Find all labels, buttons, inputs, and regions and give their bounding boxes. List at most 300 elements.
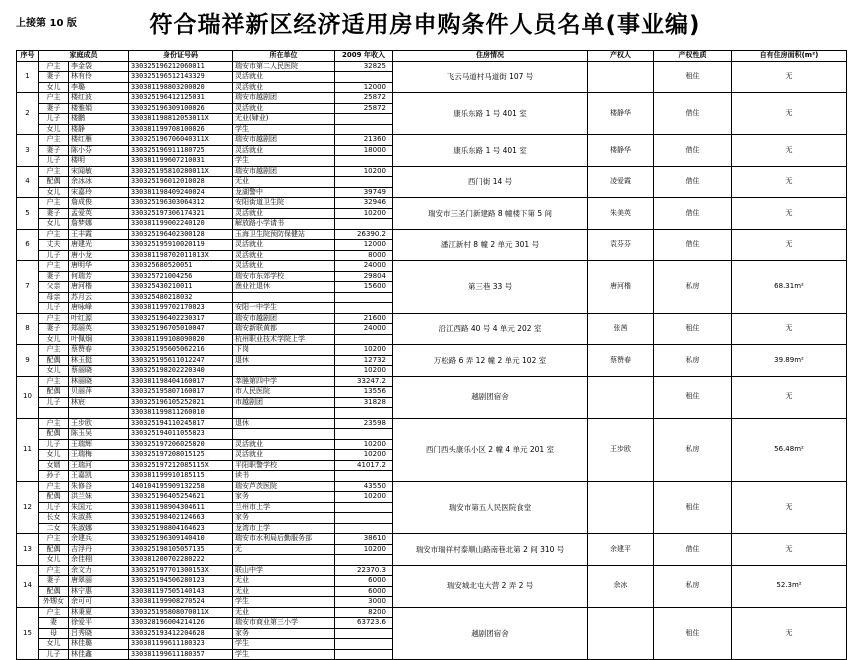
member-income: 10200: [335, 439, 393, 450]
member-name: 王瑞梅: [69, 450, 129, 461]
own-housing-area: 39.89m²: [732, 345, 847, 377]
property-nature: 借住: [654, 93, 732, 135]
member-unit: 瑞安市东郊学校: [233, 271, 335, 282]
member-id-number: 330325194110245817: [129, 418, 233, 429]
member-income: [335, 523, 393, 534]
member-id-number: 330325196303064312: [129, 198, 233, 209]
member-relation: 长女: [39, 513, 69, 524]
member-name: 楼鹏: [69, 114, 129, 125]
table-row: [17, 198, 847, 209]
member-id-number: 330325197701300153X: [129, 565, 233, 576]
member-relation: 女婿: [39, 460, 69, 471]
member-id-number: 330325480218032: [129, 292, 233, 303]
housing-situation: 西门街 14 号: [393, 166, 588, 198]
group-number: 10: [17, 376, 39, 418]
member-income: [335, 555, 393, 566]
member-income: 12000: [335, 240, 393, 251]
member-income: [335, 114, 393, 125]
header-nature: 产权性质: [654, 51, 732, 62]
member-income: 23598: [335, 418, 393, 429]
member-income: 6000: [335, 586, 393, 597]
member-unit: 灵活就业: [233, 103, 335, 114]
member-income: 10200: [335, 492, 393, 503]
header-housing: 住房情况: [393, 51, 588, 62]
member-id-number: 330325198804164623: [129, 523, 233, 534]
own-housing-area: 无: [732, 61, 847, 93]
member-unit: 灵活就业: [233, 240, 335, 251]
member-name: 叶佩炯: [69, 334, 129, 345]
member-name: 余文力: [69, 565, 129, 576]
member-name: 陈小芬: [69, 145, 129, 156]
member-unit: 安阳一中学生: [233, 303, 335, 314]
member-income: 21600: [335, 313, 393, 324]
member-relation: 户主: [39, 534, 69, 545]
member-name: 吉浮丹: [69, 544, 129, 555]
member-income: [335, 628, 393, 639]
member-unit: 家务: [233, 513, 335, 524]
member-relation: 配偶: [39, 586, 69, 597]
member-unit: 灵活就业: [233, 450, 335, 461]
housing-situation: 康乐东路 1 号 401 室: [393, 93, 588, 135]
member-id-number: 330325195808070011X: [129, 607, 233, 618]
member-id-number: 330325196402300128: [129, 229, 233, 240]
member-unit: 莘塍第四中学: [233, 376, 335, 387]
member-name: 王丰霞: [69, 229, 129, 240]
member-income: 10200: [335, 345, 393, 356]
group-number: 15: [17, 607, 39, 660]
property-nature: 租住: [654, 376, 732, 418]
member-id-number: 330381199611180323: [129, 639, 233, 650]
member-income: 10200: [335, 208, 393, 219]
member-id-number: 330325197206025820: [129, 439, 233, 450]
member-income: 33247.2: [335, 376, 393, 387]
member-relation: 母亲: [39, 292, 69, 303]
member-name: 贝丽萍: [69, 387, 129, 398]
member-relation: 女儿: [39, 639, 69, 650]
member-unit: 无业: [233, 586, 335, 597]
member-unit: 瑞安市第二人民医院: [233, 61, 335, 72]
table-row: [17, 61, 847, 72]
property-nature: 借住: [654, 198, 732, 230]
member-name: 王嘉凯: [69, 471, 129, 482]
member-id-number: 330325196705010047: [129, 324, 233, 335]
member-unit: 杭州职业技术学院上学: [233, 334, 335, 345]
member-unit: 兰州市上学: [233, 502, 335, 513]
member-income: [335, 408, 393, 419]
member-unit: 退休: [233, 418, 335, 429]
property-owner: 凌爱霞: [588, 166, 654, 198]
housing-situation: 瑞安市三圣门新建路 8 幢楼下第 5 间: [393, 198, 588, 230]
table-row: [17, 229, 847, 240]
member-id-number: 330325196512143329: [129, 72, 233, 83]
member-relation: 户主: [39, 313, 69, 324]
housing-situation: 飞云马道村马道街 107 号: [393, 61, 588, 93]
member-relation: 配偶: [39, 177, 69, 188]
member-unit: 灵活就业: [233, 208, 335, 219]
property-owner: 余建平: [588, 534, 654, 566]
table-row: [17, 418, 847, 429]
group-number: 11: [17, 418, 39, 481]
member-income: 10200: [335, 544, 393, 555]
property-nature: 私房: [654, 261, 732, 314]
member-name: 唐小龙: [69, 250, 129, 261]
member-unit: 瑞安市越剧团: [233, 93, 335, 104]
member-name: 林玉挺: [69, 355, 129, 366]
member-name: 楼红波: [69, 93, 129, 104]
property-owner: 余冰: [588, 565, 654, 607]
own-housing-area: 无: [732, 166, 847, 198]
member-unit: 渔业社退休: [233, 282, 335, 293]
member-unit: 瑞安新联黄都: [233, 324, 335, 335]
member-id-number: 330381199910185115: [129, 471, 233, 482]
member-income: [335, 219, 393, 230]
member-relation: 妻子: [39, 271, 69, 282]
member-unit: 瑞安市越剧团: [233, 166, 335, 177]
table-row: [17, 345, 847, 356]
member-income: 25872: [335, 93, 393, 104]
property-owner: [588, 61, 654, 93]
member-unit: 瑞安市水利局后勤服务部: [233, 534, 335, 545]
member-income: [335, 124, 393, 135]
property-owner: 楼静华: [588, 135, 654, 167]
housing-situation: 瑞安市瑞祥村泰顺山路南巷北第 2 间 310 号: [393, 534, 588, 566]
member-income: [335, 334, 393, 345]
member-unit: 家务: [233, 492, 335, 503]
member-relation: 户主: [39, 481, 69, 492]
member-relation: 儿子: [39, 397, 69, 408]
page-title: 符合瑞祥新区经济适用房申购条件人员名单(事业编): [149, 12, 701, 38]
member-id-number: 330381198904304611: [129, 502, 233, 513]
housing-situation: 潘江新村 8 幢 2 单元 301 号: [393, 229, 588, 261]
table-row: [17, 607, 847, 618]
member-id-number: 330325197208015125: [129, 450, 233, 461]
member-name: 叶红源: [69, 313, 129, 324]
member-relation: 配偶: [39, 355, 69, 366]
member-name: 林有伶: [69, 72, 129, 83]
member-name: 余可可: [69, 597, 129, 608]
member-relation: 妻子: [39, 103, 69, 114]
member-unit: 下岗: [233, 345, 335, 356]
member-relation: 户主: [39, 166, 69, 177]
member-income: 3000: [335, 597, 393, 608]
member-name: 林佳璐: [69, 639, 129, 650]
member-id-number: 330381200702280222: [129, 555, 233, 566]
group-number: 9: [17, 345, 39, 377]
member-name: 王瑞河: [69, 460, 129, 471]
page-label: 上接第 10 版: [16, 18, 77, 29]
property-owner: 朱美英: [588, 198, 654, 230]
member-unit: [233, 555, 335, 566]
group-number: 3: [17, 135, 39, 167]
member-name: 蔡赞春: [69, 345, 129, 356]
header-income: 2009 年收入: [335, 51, 393, 62]
member-income: 15600: [335, 282, 393, 293]
own-housing-area: 52.3m²: [732, 565, 847, 607]
housing-situation: 越剧团宿舍: [393, 376, 588, 418]
member-unit: 学生: [233, 597, 335, 608]
member-relation: 户主: [39, 93, 69, 104]
property-nature: 借住: [654, 229, 732, 261]
member-unit: 灵活就业: [233, 250, 335, 261]
member-income: 38610: [335, 534, 393, 545]
group-number: 5: [17, 198, 39, 230]
member-unit: 灵活就业: [233, 145, 335, 156]
member-id-number: 330381199108090020: [129, 334, 233, 345]
own-housing-area: 无: [732, 481, 847, 534]
member-unit: 学生: [233, 649, 335, 660]
member-relation: 女儿: [39, 219, 69, 230]
member-name: 蔡丽晓: [69, 366, 129, 377]
member-id-number: 330381199607210031: [129, 156, 233, 167]
housing-situation: 康乐东路 1 号 401 室: [393, 135, 588, 167]
table-row: [17, 93, 847, 104]
member-name: 唐建光: [69, 240, 129, 251]
property-nature: 租住: [654, 607, 732, 660]
own-housing-area: 无: [732, 198, 847, 230]
table-header-row: [17, 51, 847, 62]
own-housing-area: 无: [732, 313, 847, 345]
member-id-number: 330381199002240120: [129, 219, 233, 230]
member-unit: 无业: [233, 576, 335, 587]
member-unit: 瑞安市商业第三小学: [233, 618, 335, 629]
property-nature: 私房: [654, 345, 732, 377]
member-relation: 外甥女: [39, 597, 69, 608]
member-name: 詹成俊: [69, 198, 129, 209]
applicant-table: [16, 50, 847, 660]
member-id-number: 330325196706040311X: [129, 135, 233, 146]
member-income: 63723.6: [335, 618, 393, 629]
table-row: [17, 534, 847, 545]
member-relation: 户主: [39, 198, 69, 209]
property-owner: 王步欧: [588, 418, 654, 481]
housing-situation: 越剧团宿舍: [393, 607, 588, 660]
member-unit: 无: [233, 544, 335, 555]
member-relation: 母: [39, 628, 69, 639]
table-row: [17, 135, 847, 146]
member-income: [335, 156, 393, 167]
member-income: [335, 429, 393, 440]
member-unit: 无业(肄业): [233, 114, 335, 125]
table-row: [17, 565, 847, 576]
member-relation: 二女: [39, 523, 69, 534]
header-no: 序号: [17, 51, 39, 62]
member-name: 楼静: [69, 124, 129, 135]
member-unit: 灵活就业: [233, 261, 335, 272]
member-name: 孟爱英: [69, 208, 129, 219]
member-name: 林佳鑫: [69, 649, 129, 660]
member-id-number: 330325195810280011X: [129, 166, 233, 177]
member-income: 12732: [335, 355, 393, 366]
member-id-number: 330328196004214126: [129, 618, 233, 629]
member-id-number: 330325194506280123: [129, 576, 233, 587]
member-id-number: 330381199708100026: [129, 124, 233, 135]
member-unit: 读书: [233, 471, 335, 482]
member-income: 22370.3: [335, 565, 393, 576]
member-income: 24000: [335, 261, 393, 272]
own-housing-area: 无: [732, 534, 847, 566]
member-unit: 安阳街道卫生院: [233, 198, 335, 209]
member-relation: 配偶: [39, 492, 69, 503]
member-unit: 联山中学: [233, 565, 335, 576]
group-number: 13: [17, 534, 39, 566]
member-income: 39749: [335, 187, 393, 198]
member-name: 朱淑燕: [69, 513, 129, 524]
member-unit: 无业: [233, 177, 335, 188]
member-name: 宋嘉玲: [69, 187, 129, 198]
member-id-number: 140104195909132258: [129, 481, 233, 492]
member-relation: 女儿: [39, 187, 69, 198]
member-income: 32946: [335, 198, 393, 209]
member-income: 26390.2: [335, 229, 393, 240]
member-relation: 女儿: [39, 334, 69, 345]
member-unit: 家务: [233, 628, 335, 639]
member-relation: 户主: [39, 607, 69, 618]
housing-situation: 万松路 6 弄 12 幢 2 单元 102 室: [393, 345, 588, 377]
member-name: 朱淑娜: [69, 523, 129, 534]
table-row: [17, 313, 847, 324]
member-unit: 无业: [233, 607, 335, 618]
table-row: [17, 376, 847, 387]
member-relation: 妻子: [39, 145, 69, 156]
member-income: 8200: [335, 607, 393, 618]
member-id-number: 330381199611180357: [129, 649, 233, 660]
member-unit: [233, 292, 335, 303]
member-relation: 父亲: [39, 282, 69, 293]
housing-situation: 第三巷 33 号: [393, 261, 588, 314]
member-relation: 妻子: [39, 324, 69, 335]
member-name: 余冰冰: [69, 177, 129, 188]
member-unit: 玉海卫生院预防保健站: [233, 229, 335, 240]
member-relation: 儿子: [39, 303, 69, 314]
housing-situation: 瑞安市第五人民医院食堂: [393, 481, 588, 534]
member-id-number: 330325195611012247: [129, 355, 233, 366]
group-number: 12: [17, 481, 39, 534]
member-income: [335, 649, 393, 660]
member-name: 林宁惠: [69, 586, 129, 597]
property-owner: 蔡赞春: [588, 345, 654, 377]
member-name: 徐爱平: [69, 618, 129, 629]
header-id: 身份证号码: [129, 51, 233, 62]
member-income: 8000: [335, 250, 393, 261]
member-relation: 妻子: [39, 576, 69, 587]
member-relation: 户主: [39, 135, 69, 146]
member-unit: 瑞安市越剧团: [233, 135, 335, 146]
member-relation: 配偶: [39, 544, 69, 555]
member-income: [335, 177, 393, 188]
member-income: 21360: [335, 135, 393, 146]
member-relation: 妻: [39, 618, 69, 629]
member-name: 吕秀晓: [69, 628, 129, 639]
group-number: 2: [17, 93, 39, 135]
property-owner: [588, 376, 654, 418]
member-income: 18000: [335, 145, 393, 156]
member-unit: 市越剧团: [233, 397, 335, 408]
member-id-number: 330325196309100026: [129, 103, 233, 114]
member-id-number: 330325195605062216: [129, 345, 233, 356]
table-row: [17, 261, 847, 272]
member-income: 31828: [335, 397, 393, 408]
member-income: [335, 471, 393, 482]
own-housing-area: 无: [732, 376, 847, 418]
member-id-number: 330325196012010028: [129, 177, 233, 188]
member-name: 林秉夏: [69, 607, 129, 618]
member-name: 郑丽英: [69, 324, 129, 335]
member-income: 43550: [335, 481, 393, 492]
property-nature: 借住: [654, 534, 732, 566]
member-unit: [233, 429, 335, 440]
member-relation: 孙子: [39, 471, 69, 482]
member-income: 10200: [335, 366, 393, 377]
member-relation: 户主: [39, 565, 69, 576]
member-unit: 退休: [233, 355, 335, 366]
member-relation: 儿子: [39, 649, 69, 660]
member-name: 王瑞辉: [69, 439, 129, 450]
member-name: 唐明华: [69, 261, 129, 272]
group-number: 8: [17, 313, 39, 345]
member-unit: 学生: [233, 156, 335, 167]
group-number: 14: [17, 565, 39, 607]
own-housing-area: 无: [732, 229, 847, 261]
member-name: 陈玉吴: [69, 429, 129, 440]
property-owner: [588, 607, 654, 660]
member-income: 10200: [335, 450, 393, 461]
group-number: 4: [17, 166, 39, 198]
member-relation: 配偶: [39, 387, 69, 398]
member-relation: 妻子: [39, 208, 69, 219]
member-name: 楼红雁: [69, 135, 129, 146]
housing-situation: 瑞安城北屯大营 2 弄 2 号: [393, 565, 588, 607]
member-unit: 灵活就业: [233, 82, 335, 93]
member-name: 唐翠丽: [69, 576, 129, 587]
member-name: 朱国元: [69, 502, 129, 513]
housing-situation: 西门西头康乐小区 2 幢 4 单元 201 室: [393, 418, 588, 481]
member-relation: 女儿: [39, 82, 69, 93]
member-id-number: 330381199702170023: [129, 303, 233, 314]
member-id-number: 330381198409240024: [129, 187, 233, 198]
table-row: [17, 481, 847, 492]
member-id-number: 330325721004256: [129, 271, 233, 282]
member-relation: 配偶: [39, 429, 69, 440]
own-housing-area: 56.48m²: [732, 418, 847, 481]
member-unit: 学生: [233, 124, 335, 135]
member-income: 41017.2: [335, 460, 393, 471]
member-income: 24000: [335, 324, 393, 335]
table-body: [17, 61, 847, 660]
member-income: 10200: [335, 166, 393, 177]
own-housing-area: 68.31m²: [732, 261, 847, 314]
member-unit: [233, 408, 335, 419]
member-relation: 儿子: [39, 250, 69, 261]
member-id-number: 330381198702011013X: [129, 250, 233, 261]
group-number: 1: [17, 61, 39, 93]
header-unit: 所在单位: [233, 51, 335, 62]
member-unit: 学生: [233, 639, 335, 650]
member-id-number: 330325196412125031: [129, 93, 233, 104]
property-owner: 张茜: [588, 313, 654, 345]
member-relation: 丈夫: [39, 240, 69, 251]
group-number: 7: [17, 261, 39, 314]
member-relation: 户主: [39, 229, 69, 240]
member-income: [335, 292, 393, 303]
member-id-number: 330325195807160017: [129, 387, 233, 398]
member-id-number: 330325197212085115X: [129, 460, 233, 471]
property-owner: [588, 481, 654, 534]
member-id-number: 330325198402124663: [129, 513, 233, 524]
member-relation: 女儿: [39, 555, 69, 566]
member-relation: 女儿: [39, 450, 69, 461]
member-name: 詹梦娜: [69, 219, 129, 230]
property-nature: 借住: [654, 135, 732, 167]
